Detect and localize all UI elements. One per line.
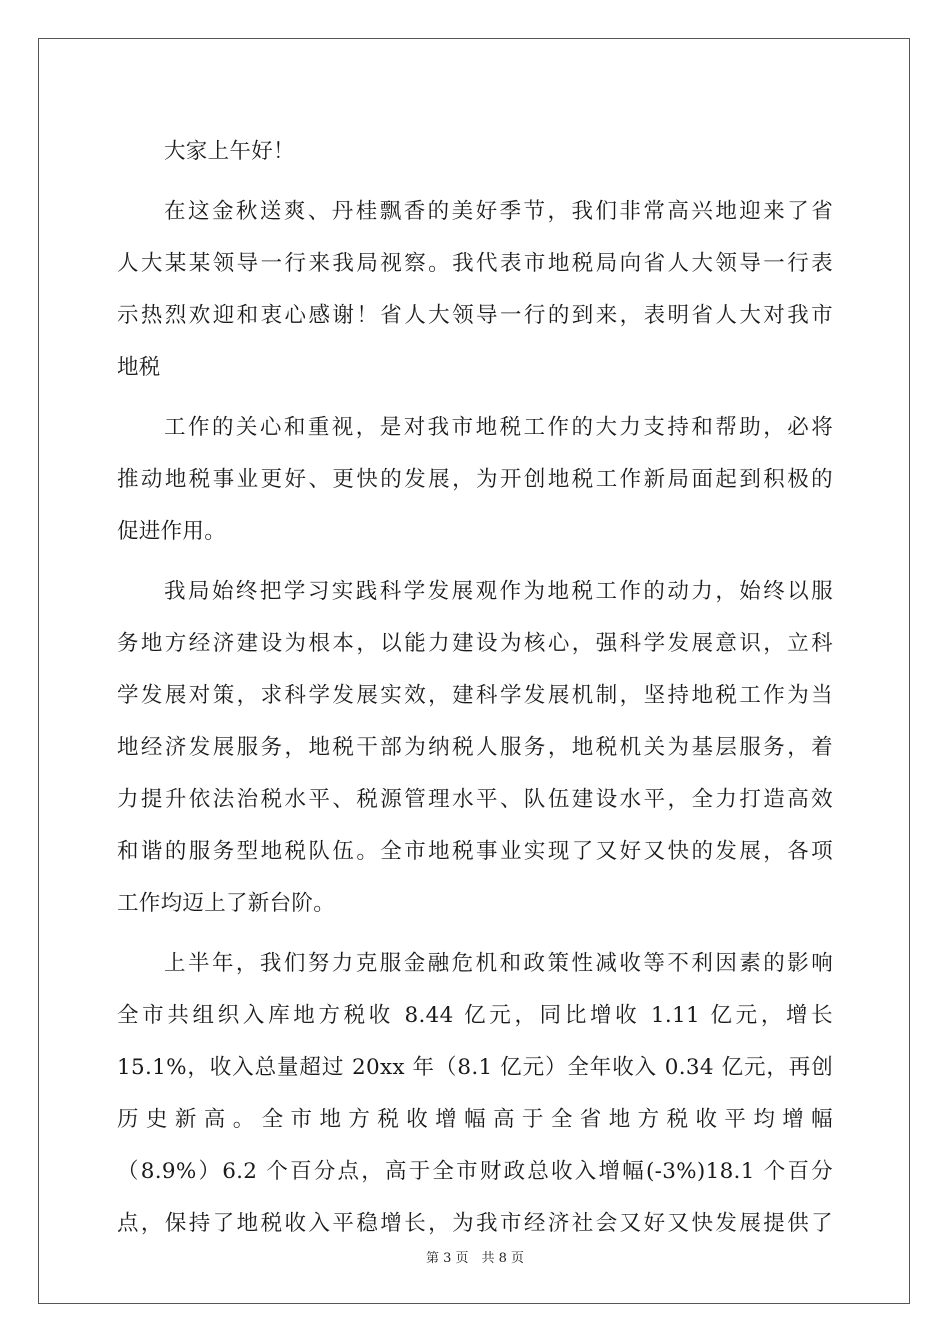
paragraph-line: 务地方经济建设为根本，以能力建设为核心，强科学发展意识，立科 <box>117 631 833 656</box>
paragraph-line: 示热烈欢迎和衷心感谢！省人大领导一行的到来，表明省人大对我市 <box>117 303 833 328</box>
paragraph-line: 我局始终把学习实践科学发展观作为地税工作的动力，始终以服 <box>164 579 833 604</box>
paragraph-line: 历史新高。全市地方税收增幅高于全省地方税收平均增幅 <box>117 1107 833 1132</box>
paragraph-line: （8.9%）6.2 个百分点，高于全市财政总收入增幅(-3%)18.1 个百分 <box>117 1159 833 1184</box>
page-number-footer: 第 3 页 共 8 页 <box>425 1251 525 1266</box>
paragraph-line: 人大某某领导一行来我局视察。我代表市地税局向省人大领导一行表 <box>117 251 833 276</box>
paragraph-line: 学发展对策，求科学发展实效，建科学发展机制，坚持地税工作为当 <box>117 683 833 708</box>
document-body <box>117 126 833 1250</box>
paragraph-line: 地税 <box>117 355 161 380</box>
paragraph-line: 推动地税事业更好、更快的发展，为开创地税工作新局面起到积极的 <box>117 467 833 492</box>
paragraph-line: 15.1%，收入总量超过 20xx 年（8.1 亿元）全年收入 0.34 亿元，再创 <box>117 1055 833 1080</box>
paragraph-line: 工作均迈上了新台阶。 <box>117 891 336 916</box>
paragraph-line: 和谐的服务型地税队伍。全市地税事业实现了又好又快的发展，各项 <box>117 839 833 864</box>
paragraph-line: 大家上午好！ <box>164 139 295 164</box>
paragraph-line: 上半年，我们努力克服金融危机和政策性减收等不利因素的影响 <box>164 951 833 976</box>
paragraph-line: 促进作用。 <box>117 519 227 544</box>
paragraph-line: 点，保持了地税收入平稳增长，为我市经济社会又好又快发展提供了 <box>117 1211 833 1236</box>
paragraph-line: 地经济发展服务，地税干部为纳税人服务，地税机关为基层服务，着 <box>117 735 833 760</box>
paragraph-line: 工作的关心和重视，是对我市地税工作的大力支持和帮助，必将 <box>164 415 833 440</box>
paragraph-line: 力提升依法治税水平、税源管理水平、队伍建设水平，全力打造高效 <box>117 787 833 812</box>
paragraph-line: 在这金秋送爽、丹桂飘香的美好季节，我们非常高兴地迎来了省 <box>164 199 833 224</box>
paragraph-line: 全市共组织入库地方税收 8.44 亿元，同比增收 1.11 亿元，增长 <box>117 1003 833 1028</box>
